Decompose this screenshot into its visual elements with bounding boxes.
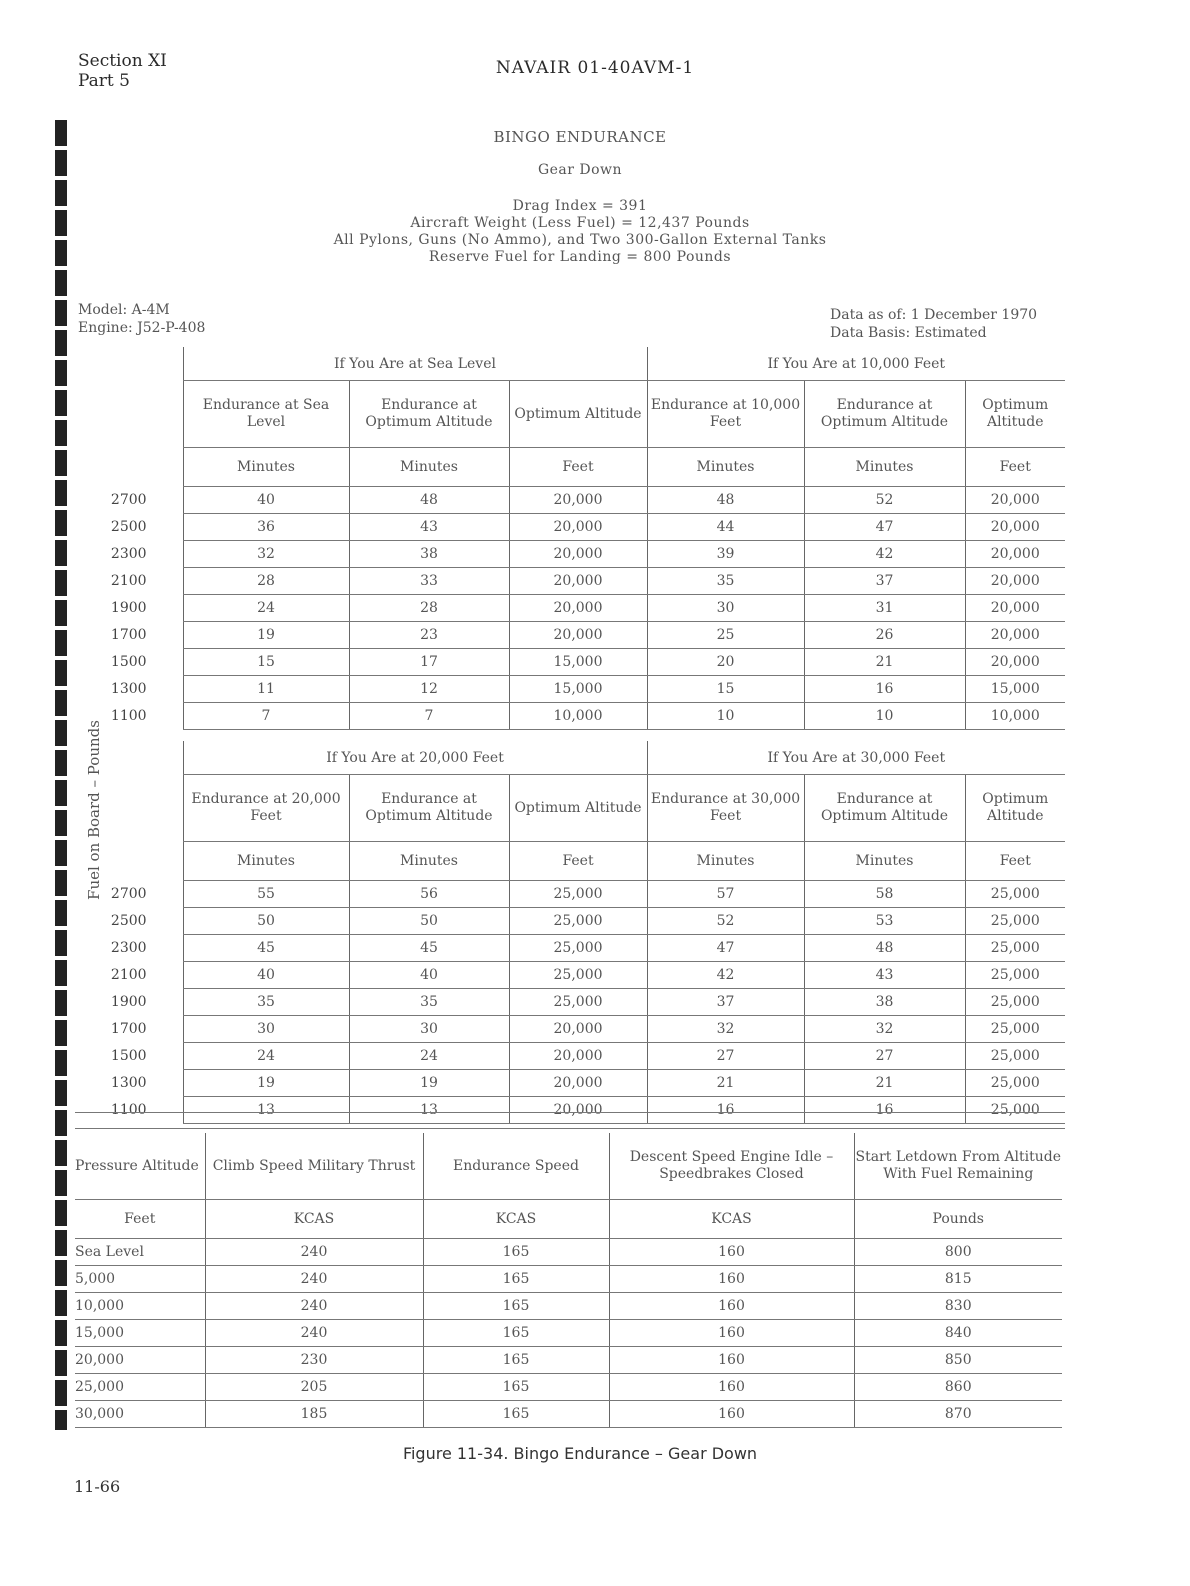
table-row <box>75 1293 1062 1320</box>
table-cell: 240 <box>205 1293 423 1320</box>
table-cell: 16 <box>804 1097 965 1124</box>
table-row <box>75 514 1065 541</box>
unit-cell: Minutes <box>647 448 804 487</box>
table-cell: 17 <box>349 649 509 676</box>
altitude-label: 5,000 <box>75 1266 205 1293</box>
table-cell: 37 <box>804 568 965 595</box>
table-row <box>75 649 1065 676</box>
fuel-label: 1700 <box>110 1021 147 1037</box>
chart-title: BINGO ENDURANCE <box>493 128 667 146</box>
column-header: Endurance Speed <box>423 1133 609 1200</box>
table-cell: 25,000 <box>965 1097 1065 1124</box>
table-cell: 20,000 <box>965 622 1065 649</box>
table-cell: 230 <box>205 1347 423 1374</box>
table-cell: 35 <box>647 568 804 595</box>
altitude-label: 30,000 <box>75 1401 205 1428</box>
table-cell: 20,000 <box>509 1016 647 1043</box>
table-cell: 165 <box>423 1293 609 1320</box>
table-cell: 20,000 <box>509 541 647 568</box>
unit-cell: Minutes <box>183 842 349 881</box>
table-cell: 10,000 <box>509 703 647 730</box>
unit-cell: Feet <box>509 842 647 881</box>
table-cell: 7 <box>349 703 509 730</box>
table-cell: 25 <box>647 622 804 649</box>
table-cell: 205 <box>205 1374 423 1401</box>
unit-cell: KCAS <box>205 1200 423 1239</box>
table-cell: 20,000 <box>509 568 647 595</box>
table-cell: 50 <box>183 908 349 935</box>
table-cell: 44 <box>647 514 804 541</box>
table-row <box>75 989 1065 1016</box>
table-cell: 20,000 <box>509 595 647 622</box>
table-cell: 45 <box>183 935 349 962</box>
table-row <box>75 1016 1065 1043</box>
table-row <box>75 1239 1062 1266</box>
column-header: Optimum Altitude <box>509 775 647 842</box>
altitude-label: 25,000 <box>75 1374 205 1401</box>
group-header: If You Are at Sea Level <box>183 347 647 381</box>
table-cell: 28 <box>349 595 509 622</box>
corner-cell <box>75 381 183 448</box>
table-cell: 20,000 <box>509 1070 647 1097</box>
table-cell: 23 <box>349 622 509 649</box>
table-row <box>75 962 1065 989</box>
table-cell: 20,000 <box>509 1097 647 1124</box>
table-cell: 30 <box>183 1016 349 1043</box>
conditions-block <box>0 198 1160 266</box>
table-cell: 35 <box>349 989 509 1016</box>
column-header: Endurance at Optimum Altitude <box>804 775 965 842</box>
table-cell: 43 <box>804 962 965 989</box>
table-cell: 55 <box>183 881 349 908</box>
column-header: Endurance at Optimum Altitude <box>349 775 509 842</box>
table-cell: 20,000 <box>509 622 647 649</box>
table-cell: 20 <box>647 649 804 676</box>
altitude-label: 10,000 <box>75 1293 205 1320</box>
table-cell: 25,000 <box>965 935 1065 962</box>
table-cell: 16 <box>647 1097 804 1124</box>
table-cell: 25,000 <box>509 989 647 1016</box>
fuel-label: 1500 <box>110 654 147 670</box>
table-cell: 25,000 <box>965 1043 1065 1070</box>
altitude-label: Sea Level <box>75 1239 205 1266</box>
table-cell: 185 <box>205 1401 423 1428</box>
table-cell: 20,000 <box>509 1043 647 1070</box>
table-cell: 10 <box>647 703 804 730</box>
column-header: Endurance at 30,000 Feet <box>647 775 804 842</box>
unit-cell: Feet <box>509 448 647 487</box>
altitude-label: 15,000 <box>75 1320 205 1347</box>
table-cell: 20,000 <box>965 541 1065 568</box>
column-header: Optimum Altitude <box>965 381 1065 448</box>
table-cell: 160 <box>609 1374 854 1401</box>
fuel-label: 1900 <box>110 994 147 1010</box>
table-cell: 25,000 <box>965 989 1065 1016</box>
table-cell: 160 <box>609 1401 854 1428</box>
column-header: Pressure Altitude <box>75 1133 205 1200</box>
table-cell: 20,000 <box>965 514 1065 541</box>
drag-index: Drag Index = 391 <box>512 198 648 214</box>
table-cell: 240 <box>205 1266 423 1293</box>
model-engine-block <box>78 301 205 337</box>
table-cell: 25,000 <box>965 1070 1065 1097</box>
table-divider <box>75 1128 1065 1129</box>
fuel-label: 2700 <box>110 886 147 902</box>
table-cell: 165 <box>423 1320 609 1347</box>
table-cell: 13 <box>183 1097 349 1124</box>
data-as-of: Data as of: 1 December 1970 <box>830 307 1038 323</box>
column-header: Climb Speed Military Thrust <box>205 1133 423 1200</box>
table-row <box>75 676 1065 703</box>
table-cell: 13 <box>349 1097 509 1124</box>
table-cell: 32 <box>804 1016 965 1043</box>
column-header: Endurance at 20,000 Feet <box>183 775 349 842</box>
table-cell: 47 <box>647 935 804 962</box>
table-row <box>75 1347 1062 1374</box>
table-cell: 40 <box>183 962 349 989</box>
table-cell: 27 <box>804 1043 965 1070</box>
table-cell: 42 <box>647 962 804 989</box>
table-cell: 240 <box>205 1320 423 1347</box>
group-header: If You Are at 30,000 Feet <box>647 741 1065 775</box>
fuel-label: 2700 <box>110 492 147 508</box>
table-cell: 20,000 <box>965 487 1065 514</box>
unit-cell: Minutes <box>349 448 509 487</box>
table-cell: 15 <box>183 649 349 676</box>
table-cell: 52 <box>804 487 965 514</box>
table-row <box>75 622 1065 649</box>
table-cell: 19 <box>183 1070 349 1097</box>
table-cell: 58 <box>804 881 965 908</box>
table-cell: 12 <box>349 676 509 703</box>
table-divider <box>75 1112 1065 1113</box>
table-cell: 36 <box>183 514 349 541</box>
table-cell: 10 <box>804 703 965 730</box>
table-cell: 43 <box>349 514 509 541</box>
column-header: Start Letdown From Altitude With Fuel Remaining <box>854 1133 1062 1200</box>
unit-cell: KCAS <box>423 1200 609 1239</box>
table-cell: 21 <box>647 1070 804 1097</box>
table-row <box>75 595 1065 622</box>
endurance-table-high <box>75 741 1065 1124</box>
unit-cell: Feet <box>965 448 1065 487</box>
table-cell: 15,000 <box>509 649 647 676</box>
table-row <box>75 568 1065 595</box>
reserve-fuel: Reserve Fuel for Landing = 800 Pounds <box>428 249 732 265</box>
fuel-label: 1300 <box>110 681 147 697</box>
table-cell: 160 <box>609 1347 854 1374</box>
table-row <box>75 1070 1065 1097</box>
engine: Engine: J52-P-408 <box>78 320 206 336</box>
corner-cell <box>75 842 183 881</box>
table-row <box>75 1266 1062 1293</box>
table-cell: 39 <box>647 541 804 568</box>
table-cell: 25,000 <box>509 962 647 989</box>
table-cell: 45 <box>349 935 509 962</box>
table-cell: 24 <box>183 1043 349 1070</box>
table-row <box>75 1401 1062 1428</box>
table-cell: 30 <box>349 1016 509 1043</box>
table-cell: 27 <box>647 1043 804 1070</box>
table-row <box>75 487 1065 514</box>
table-cell: 160 <box>609 1239 854 1266</box>
unit-cell: KCAS <box>609 1200 854 1239</box>
unit-cell: Minutes <box>804 842 965 881</box>
speed-table <box>75 1133 1062 1428</box>
aircraft-weight: Aircraft Weight (Less Fuel) = 12,437 Pounds <box>410 215 750 231</box>
fuel-label: 2100 <box>110 573 147 589</box>
unit-cell: Minutes <box>183 448 349 487</box>
fuel-label: 1900 <box>110 600 147 616</box>
table-row <box>75 1097 1065 1124</box>
table-cell: 815 <box>854 1266 1062 1293</box>
group-header: If You Are at 10,000 Feet <box>647 347 1065 381</box>
column-header: Endurance at Sea Level <box>183 381 349 448</box>
table-cell: 20,000 <box>509 487 647 514</box>
table-cell: 15,000 <box>965 676 1065 703</box>
table-cell: 19 <box>349 1070 509 1097</box>
fuel-axis-label: Fuel on Board – Pounds <box>85 720 103 900</box>
table-cell: 20,000 <box>509 514 647 541</box>
table-cell: 165 <box>423 1374 609 1401</box>
column-header: Endurance at Optimum Altitude <box>349 381 509 448</box>
change-bar <box>55 120 67 1430</box>
table-cell: 24 <box>349 1043 509 1070</box>
table-cell: 52 <box>647 908 804 935</box>
unit-cell: Minutes <box>647 842 804 881</box>
column-header: Optimum Altitude <box>509 381 647 448</box>
fuel-label: 2500 <box>110 913 147 929</box>
page-number: 11-66 <box>74 1477 121 1496</box>
table-cell: 32 <box>647 1016 804 1043</box>
table-cell: 30 <box>647 595 804 622</box>
table-cell: 850 <box>854 1347 1062 1374</box>
table-cell: 165 <box>423 1239 609 1266</box>
table-cell: 32 <box>183 541 349 568</box>
table-cell: 25,000 <box>509 908 647 935</box>
fuel-label: 1500 <box>110 1048 147 1064</box>
table-cell: 21 <box>804 649 965 676</box>
corner-cell <box>75 741 183 775</box>
table-cell: 240 <box>205 1239 423 1266</box>
table-cell: 38 <box>349 541 509 568</box>
table-cell: 40 <box>349 962 509 989</box>
table-row <box>75 1320 1062 1347</box>
table-cell: 840 <box>854 1320 1062 1347</box>
data-basis-block <box>830 306 1037 342</box>
table-cell: 25,000 <box>965 881 1065 908</box>
table-row <box>75 1043 1065 1070</box>
table-cell: 20,000 <box>965 595 1065 622</box>
group-header: If You Are at 20,000 Feet <box>183 741 647 775</box>
table-cell: 35 <box>183 989 349 1016</box>
data-basis: Data Basis: Estimated <box>830 325 987 341</box>
table-cell: 11 <box>183 676 349 703</box>
endurance-table-low <box>75 347 1065 730</box>
table-cell: 830 <box>854 1293 1062 1320</box>
column-header: Optimum Altitude <box>965 775 1065 842</box>
table-cell: 47 <box>804 514 965 541</box>
table-cell: 16 <box>804 676 965 703</box>
table-cell: 800 <box>854 1239 1062 1266</box>
fuel-label: 1100 <box>110 708 147 724</box>
table-row <box>75 935 1065 962</box>
model: Model: A-4M <box>78 302 170 318</box>
table-cell: 25,000 <box>509 881 647 908</box>
column-header: Endurance at 10,000 Feet <box>647 381 804 448</box>
table-cell: 160 <box>609 1266 854 1293</box>
table-cell: 860 <box>854 1374 1062 1401</box>
table-cell: 50 <box>349 908 509 935</box>
table-cell: 160 <box>609 1293 854 1320</box>
document-number: NAVAIR 01-40AVM-1 <box>495 58 695 78</box>
part-number: Part 5 <box>78 71 130 91</box>
table-cell: 25,000 <box>965 908 1065 935</box>
table-cell: 48 <box>804 935 965 962</box>
fuel-label: 2100 <box>110 967 147 983</box>
altitude-label: 20,000 <box>75 1347 205 1374</box>
unit-cell: Pounds <box>854 1200 1062 1239</box>
corner-cell <box>75 775 183 842</box>
fuel-label: 2300 <box>110 940 147 956</box>
corner-cell <box>75 448 183 487</box>
table-cell: 42 <box>804 541 965 568</box>
table-cell: 7 <box>183 703 349 730</box>
fuel-label: 2300 <box>110 546 147 562</box>
table-row <box>75 1374 1062 1401</box>
table-cell: 15 <box>647 676 804 703</box>
table-cell: 160 <box>609 1320 854 1347</box>
table-cell: 57 <box>647 881 804 908</box>
fuel-label: 2500 <box>110 519 147 535</box>
table-cell: 25,000 <box>965 1016 1065 1043</box>
table-row <box>75 541 1065 568</box>
fuel-label: 1300 <box>110 1075 147 1091</box>
table-cell: 21 <box>804 1070 965 1097</box>
table-cell: 165 <box>423 1266 609 1293</box>
configuration: All Pylons, Guns (No Ammo), and Two 300-Gallon External Tanks <box>333 232 827 248</box>
unit-cell: Minutes <box>349 842 509 881</box>
table-row <box>75 881 1065 908</box>
unit-cell: Minutes <box>804 448 965 487</box>
table-cell: 165 <box>423 1401 609 1428</box>
table-cell: 870 <box>854 1401 1062 1428</box>
table-cell: 56 <box>349 881 509 908</box>
table-cell: 25,000 <box>509 935 647 962</box>
table-cell: 24 <box>183 595 349 622</box>
unit-cell: Feet <box>965 842 1065 881</box>
table-row <box>75 703 1065 730</box>
table-cell: 33 <box>349 568 509 595</box>
table-row <box>75 908 1065 935</box>
table-cell: 165 <box>423 1347 609 1374</box>
table-cell: 26 <box>804 622 965 649</box>
table-cell: 28 <box>183 568 349 595</box>
chart-subtitle: Gear Down <box>537 162 623 178</box>
table-cell: 38 <box>804 989 965 1016</box>
table-cell: 31 <box>804 595 965 622</box>
table-cell: 15,000 <box>509 676 647 703</box>
fuel-label: 1100 <box>110 1102 147 1118</box>
table-cell: 25,000 <box>965 962 1065 989</box>
corner-cell <box>75 347 183 381</box>
table-cell: 10,000 <box>965 703 1065 730</box>
fuel-label: 1700 <box>110 627 147 643</box>
table-cell: 20,000 <box>965 649 1065 676</box>
table-cell: 37 <box>647 989 804 1016</box>
unit-cell: Feet <box>75 1200 205 1239</box>
table-cell: 53 <box>804 908 965 935</box>
column-header: Descent Speed Engine Idle – Speedbrakes Closed <box>609 1133 854 1200</box>
table-cell: 19 <box>183 622 349 649</box>
table-cell: 48 <box>349 487 509 514</box>
column-header: Endurance at Optimum Altitude <box>804 381 965 448</box>
table-cell: 48 <box>647 487 804 514</box>
figure-caption: Figure 11-34. Bingo Endurance – Gear Down <box>402 1444 758 1463</box>
table-cell: 20,000 <box>965 568 1065 595</box>
section-number: Section XI <box>78 51 167 71</box>
table-cell: 40 <box>183 487 349 514</box>
